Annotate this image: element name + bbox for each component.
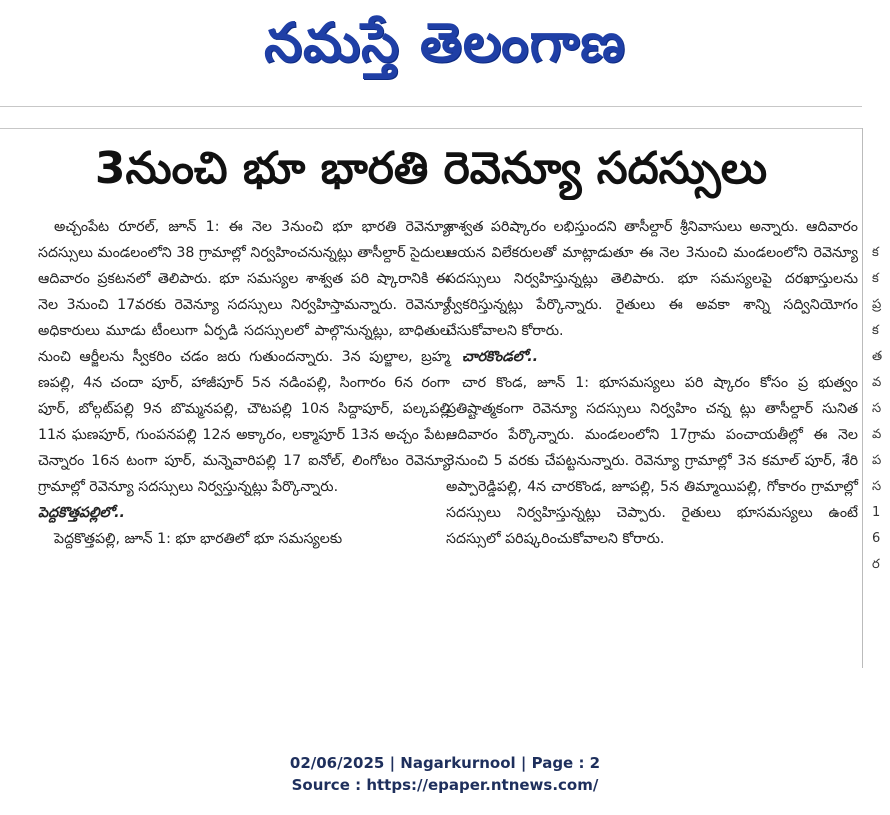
newspaper-logo: నమస్తే తెలంగాణ [264,11,626,74]
edition-info: 02/06/2025 | Nagarkurnool | Page : 2 [289,754,601,772]
fragment-char: క [872,323,879,338]
adjacent-article-fragment [872,240,890,578]
paragraph-continuation: శాశ్వత పరిష్కారం లభిస్తుందని తాసీల్దార్ శ్రీనివాసులు అన్నారు. ఆదివారం ఆయన విలేకరులతో మాట్లాడుతూ ఈ నెల 3నుంచి మండలంలోని రెవెన్యూ సదస్సులు నిర్వహిస్తున్నట్లు తెలిపారు. భూ సమస్యలపై దరఖాస్తులను స్వీకరిస్తున్నట్లు పేర్కొన్నారు. రైతులు ఈ అవకా శాన్ని సద్వినియోగం చేసుకోవాలని కోరారు. [446,219,858,339]
fragment-char: ప్ర [872,297,882,312]
article-column-right [446,214,858,552]
fragment-char: ప [872,453,882,468]
fragment-char: 6 [872,531,881,546]
column-divider [862,128,863,668]
subheading-charakonda: చారకొండలో.. [462,349,539,365]
fragment-char: వ [872,427,882,442]
paragraph-peddakothapally: పెద్దకొత్తపల్లి, జూన్ 1: భూ భారతిలో భూ సమస్యలకు [54,531,343,547]
subheading-peddakothapally: పెద్దకొత్తపల్లిలో.. [38,505,125,521]
fragment-char: క [872,245,879,260]
source-link[interactable]: Source : https://epaper.ntnews.com/ [291,776,599,794]
article-column-left [38,214,450,552]
masthead [0,0,890,86]
fragment-char: త [872,349,883,364]
fragment-char: 1 [872,505,881,520]
paragraph-achampet: అచ్చంపేట రూరల్, జూన్ 1: ఈ నెల 3నుంచి భూ భారతి రెవెన్యూ సదస్సులు మండలంలోని 38 గ్రామాల్లో నిర్వహించనున్నట్లు తాసీల్దార్ సైదులు ఆదివారం ప్రకటనలో తెలిపారు. భూ సమస్యల శాశ్వత పరి ష్కారానికి ఈ నెల 3నుంచి 17వరకు రెవెన్యూ సదస్సులు నిర్వహిస్తామన్నారు. రెవెన్యూ అధికారులు మూడు టీంలుగా ఏర్పడి సదస్సులలో పాల్గొనున్నట్లు, బాధితుల నుంచి ఆర్జీలను స్వీకరిం చడం జరు గుతుందన్నారు. 3న పుల్జాల, బ్రహ్మ ణపల్లి, 4న చందా పూర్, హాజీపూర్ 5న నడింపల్లి, సింగారం 6న రంగా పూర్, బోల్గట్‌పల్లి 9న బొమ్మనపల్లి, చౌటపల్లి 10న సిద్దాపూర్, పల్కపల్లి 11న ఘణపూర్, గుంపనపల్లి 12న అక్కారం, లక్మాపూర్ 13న అచ్చం పేట, చెన్నారం 16న టంగా పూర్, మన్నెవారిపల్లి 17 ఐనోల్, లింగోటం రెవెన్యూ గ్రామాల్లో రెవెన్యూ సదస్సులు నిర్వస్తున్నట్లు పేర్కొన్నారు. [38,219,450,495]
fragment-char: వ [872,375,882,390]
fragment-char: స [872,479,882,494]
article-headline: 3నుంచి భూ భారతి రెవెన్యూ సదస్సులు [94,143,768,194]
fragment-char: స [872,401,882,416]
headline-divider [0,128,862,129]
source-footer [0,752,890,796]
fragment-char: క [872,271,879,286]
top-divider [0,106,862,107]
fragment-char: ర [872,557,880,572]
paragraph-charakonda: చార కొండ, జూన్ 1: భూసమస్యలు పరి ష్కారం కోసం ప్ర భుత్వం ప్రతిష్టాత్మకంగా రెవెన్యూ సదస్సులు నిర్వహిం చన్న ట్లు తాసీల్దార్ సునిత ఆదివారం పేర్కొన్నారు. మండలంలోని 17గ్రామ పంచాయతీల్లో ఈ నెల 3నుంచి 5 వరకు చేపట్టనున్నారు. రెవెన్యూ గ్రామాల్లో 3న కమాల్ పూర్, శేరి అప్పారెడ్డిపల్లి, 4న చారకొండ, జూపల్లి, 5న తిమ్మాయిపల్లి, గోకారం గ్రామాల్లో సదస్సులు నిర్వహిస్తున్నట్లు చెప్పారు. రైతులు భూసమస్యలు ఉంటే సదస్సులో పరిష్కరించుకోవాలని కోరారు. [446,375,858,547]
